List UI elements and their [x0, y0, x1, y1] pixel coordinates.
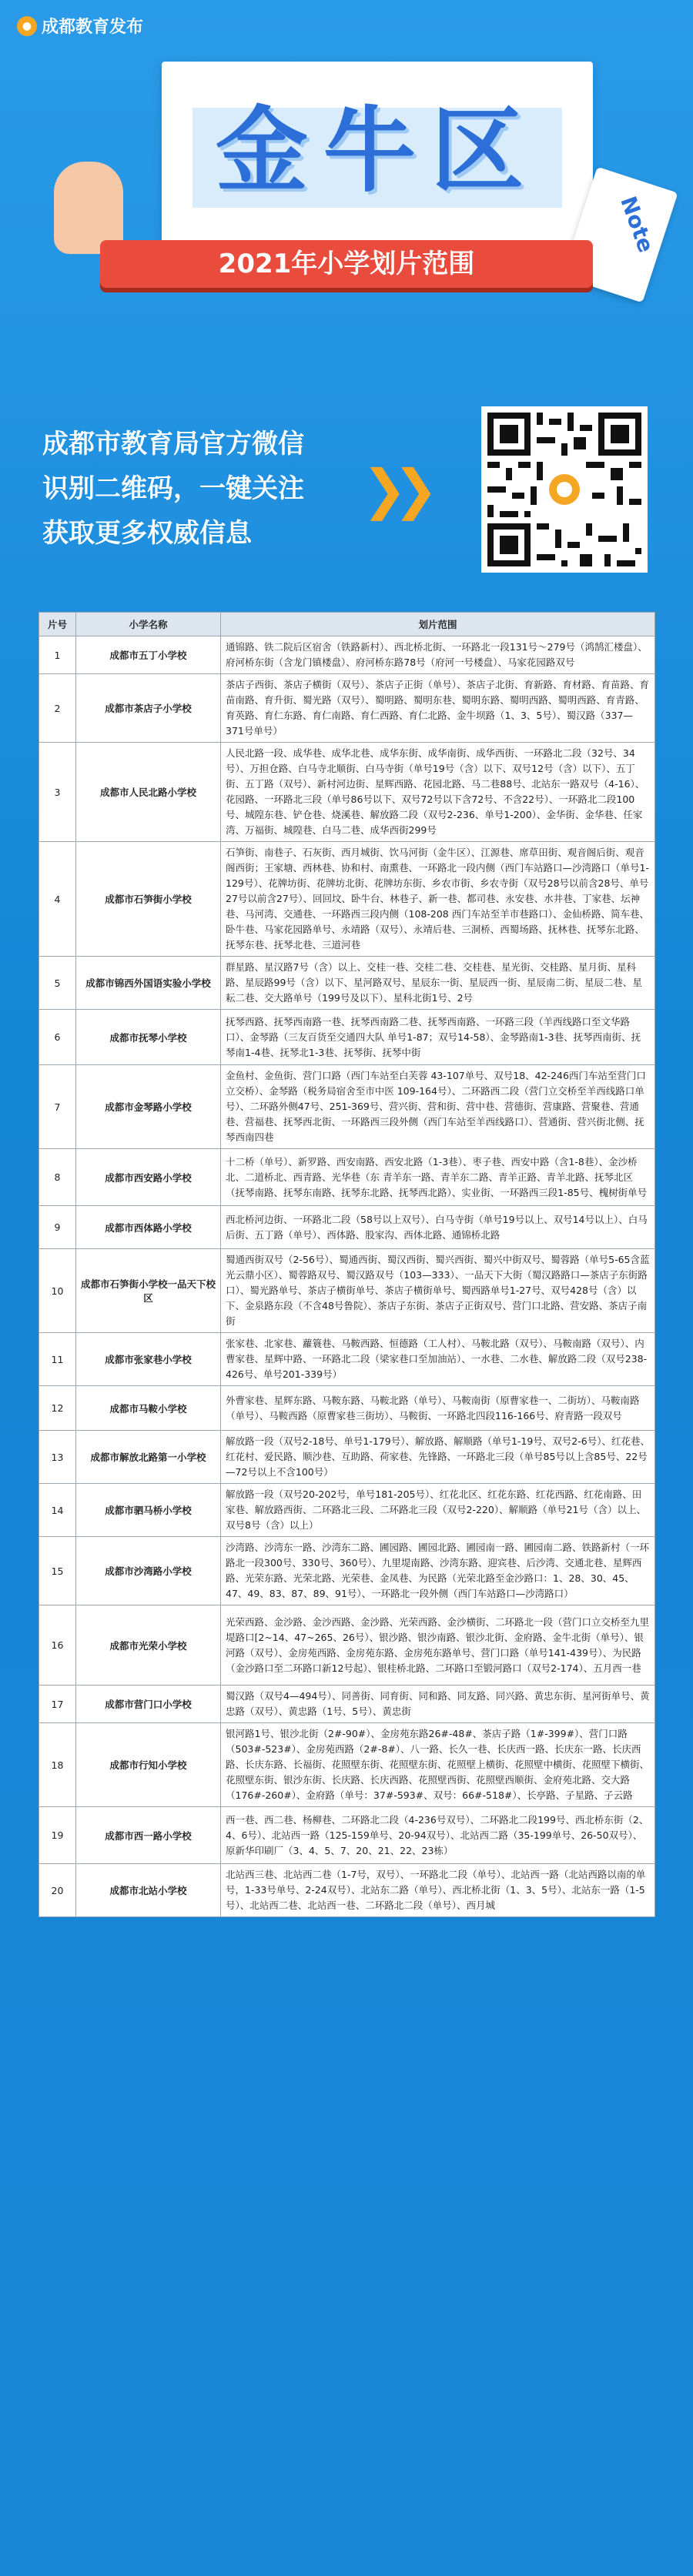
table-row	[39, 1431, 655, 1484]
brand-name: 成都教育发布	[42, 18, 144, 37]
school-range: 西一巷、西二巷、杨柳巷、二环路北二段（4-236号双号）、二环路北二段199号、西北桥东街（2、4、6号）、北站西一路（125-159单号、20-94双号）、北站西二路（35-199单号、26-50双号）、原新华印刷厂（3、4、5、7、20、21、22、23栋）	[221, 1807, 655, 1864]
school-range: 蜀通西街双号（2-56号）、蜀通西街、蜀汉西街、蜀兴西街、蜀兴中街双号、蜀蓉路（单号5-65含蓝光云鼎小区）、蜀蓉路双号、蜀汉路双号（103—333）、一品天下大街（蜀汉路路口—茶店子东街路口）、蜀光路单号、茶店子横街单号、茶店子横街单号、蜀西路单号1-27号、双号428号（含）以下、金泉路东段（不含48号鲁院）、茶店子东街、茶店子正街双号、营门口北路、营安路、茶店子南街	[221, 1249, 655, 1333]
row-number: 16	[39, 1605, 76, 1686]
row-number: 9	[39, 1206, 76, 1249]
school-range: 北站西三巷、北站西二巷（1-7号，双号）、一环路北二段（单号）、北站西一路（北站西路以南的单号，1-33号单号、2-24双号）、北站东二路（单号）、西北桥北街（1、3、5号）、北站东一路（1-5号）、北站西二巷、北站西一巷、二环路北二段（单号）、西月城	[221, 1864, 655, 1917]
row-number: 7	[39, 1065, 76, 1149]
school-range: 沙湾路、沙湾东一路、沙湾东二路、圃园路、圃园北路、圃园南一路、圃园南二路、铁路新村（一环路北一段300号、330号、360号）、九里堤南路、沙湾东路、迎宾巷、后沙湾、交通北巷、星辉西路、光荣东路、光荣北路、光荣巷、金凤巷、为民路（光荣北路至金沙路口：1、28、30、45、47、49、83、87、89、91号）、一环路北一段外侧（西门车站路口—沙湾路口）	[221, 1537, 655, 1605]
school-name: 成都市五丁小学校	[76, 636, 221, 674]
school-name: 成都市石笋街小学校一品天下校区	[76, 1249, 221, 1333]
header-school: 小学名称	[76, 613, 221, 636]
school-range: 石笋街、南巷子、石灰街、西月城街、饮马河街（金牛区）、江源巷、席草田街、观音阁后街、观音阁西街；王家塘、西林巷、协和村、南熏巷、一环路北一段内侧（西门车站路口—沙湾路口（单号1-129号）、花牌坊街、花牌坊北街、花牌坊东街、乡农市街、乡农寺街（双号28号以前含28号、单号27号以前含27号）、回回坟、卧牛台、林巷子、新一巷、都司巷、永安巷、水井巷、丁家巷、坛神巷、马河湾、交通巷、一环路西三段内侧（108-208 西门车站至羊市巷路口）、金仙桥路、简车巷、卧牛巷、马家花园路单号、永靖路（双号）、永靖后巷、三洞桥、西蜀场路、抚林巷、抚琴东北路、抚琴东巷、抚琴北巷、三道河巷	[221, 842, 655, 957]
school-name: 成都市解放北路第一小学校	[76, 1431, 221, 1484]
school-name: 成都市石笋街小学校	[76, 842, 221, 957]
table-row	[39, 636, 655, 674]
school-range: 解放路一段（双号20-202号，单号181-205号）、红花北区、红花东路、红花西路、红花南路、田家巷、解放路西街、二环路北三段、二环路北三段（双号2-220）、解顺路（单号21号（含）以上、双号8号（含）以上）	[221, 1484, 655, 1537]
school-range: 外曹家巷、星辉东路、马鞍东路、马鞍北路（单号）、马鞍南街（原曹家巷一、二街坊）、马鞍南路（单号）、马鞍西路（原曹家巷三街坊）、马鞍街、一环路北四段116-166号、府青路一段双号	[221, 1386, 655, 1431]
table-row	[39, 1249, 655, 1333]
row-number: 15	[39, 1537, 76, 1605]
follow-line: 识别二维码，一键关注	[42, 473, 304, 504]
school-name: 成都市金琴路小学校	[76, 1065, 221, 1149]
table-row	[39, 1807, 655, 1864]
table-body	[39, 636, 655, 1917]
table-row	[39, 1386, 655, 1431]
school-name: 成都市光荣小学校	[76, 1605, 221, 1686]
school-name: 成都市张家巷小学校	[76, 1333, 221, 1386]
table-row	[39, 1605, 655, 1686]
row-number: 11	[39, 1333, 76, 1386]
table-row	[39, 674, 655, 743]
school-name: 成都市人民北路小学校	[76, 743, 221, 842]
school-range: 西北桥河边街、一环路北二段（58号以上双号）、白马寺街（单号19号以上、双号14号以上）、白马后街、五丁路（单号）、西体路、股家沟、西体北路、通锦桥北路	[221, 1206, 655, 1249]
note-word: Note	[615, 192, 659, 256]
school-name: 成都市茶店子小学校	[76, 674, 221, 743]
table-row	[39, 1010, 655, 1065]
poster-paper	[162, 62, 593, 254]
row-number: 17	[39, 1686, 76, 1723]
follow-line: 成都市教育局官方微信	[42, 429, 304, 459]
school-range: 人民北路一段、成华巷、成华北巷、成华东街、成华南街、成华西街、一环路北二段（32号、34号）、万担仓路、白马寺北顺街、白马寺街（单号19号（含）以下、双号12号（含）以下）、五丁街、五丁路（双号）、新村河边街、星辉西路、花园北路、马二巷88号、北站东一路双号（4-16）、花园路、一环路北三段（单号86号以下、双号72号以下含72号、不含22号）、一环路北二段100号、城隍东巷、铲仓巷、烧溪巷、解放路二段（双号2-236、单号1-200）、金华街、金华巷、任家湾、万福街、城隍巷、白马二巷、成华西街299号	[221, 743, 655, 842]
school-name: 成都市营门口小学校	[76, 1686, 221, 1723]
row-number: 19	[39, 1807, 76, 1864]
school-range: 抚琴西路、抚琴西南路一巷、抚琴西南路二巷、抚琴西南路、一环路三段（羊西线路口至文华路口）、金琴路（三友百货至交通四大队 单号1-87；双号14-58）、金琴路南1-3巷、抚琴西南街、抚琴南1-4巷、抚琴北1-3巷、抚琴街、抚琴中街	[221, 1010, 655, 1065]
row-number: 2	[39, 674, 76, 743]
district-table-wrapper	[38, 612, 654, 1917]
follow-line: 获取更多权威信息	[42, 518, 252, 549]
school-range: 十二桥（单号）、新罗路、西安南路、西安北路（1-3巷）、枣子巷、西安中路（含1-8巷）、金沙桥北、二道桥北、西青路、光华巷（东 青羊东一路、青羊东二路、青羊正路、青羊北路、抚琴北区（抚琴南路、抚琴东南路、抚琴东北路、抚琴西北路）、实业街、一环路西三段1-85号、槐树街单号	[221, 1149, 655, 1206]
row-number: 18	[39, 1723, 76, 1807]
school-range: 通锦路、铁二院后区宿舍（铁路新村）、西北桥北街、一环路北一段131号～279号（鸿鹄汇楼盘）、府河桥东街（含龙门镇楼盘）、府河桥东路78号（府河一号楼盘）、马家花园路双号	[221, 636, 655, 674]
school-range: 解放路一段（双号2-18号、单号1-179号）、解放路、解顺路（单号1-19号、双号2-6号）、红花巷、红花村、爱民路、顺沙巷、互助路、荷家巷、先锋路、一环路北三段（单号85号以上含85号、22号—72号以上不含100号）	[221, 1431, 655, 1484]
school-name: 成都市锦西外国语实验小学校	[76, 957, 221, 1010]
poster-subtitle: 2021年小学划片范围	[218, 249, 475, 279]
subtitle-ribbon	[100, 240, 593, 288]
row-number: 4	[39, 842, 76, 957]
school-name: 成都市沙湾路小学校	[76, 1537, 221, 1605]
school-name: 成都市抚琴小学校	[76, 1010, 221, 1065]
table-row	[39, 1065, 655, 1149]
school-name: 成都市马鞍小学校	[76, 1386, 221, 1431]
school-name: 成都市北站小学校	[76, 1864, 221, 1917]
row-number: 1	[39, 636, 76, 674]
row-number: 8	[39, 1149, 76, 1206]
district-title: 金牛区	[216, 98, 539, 205]
row-number: 3	[39, 743, 76, 842]
school-range: 张家巷、北家巷、蘿簑巷、马鞍西路、恒德路（工人村）、马鞍北路（双号）、马鞍南路（双号）、内曹家巷、星辉中路、一环路北二段（梁家巷口至加油站）、一水巷、二水巷、解放路二段（双号238-426号、单号201-339号）	[221, 1333, 655, 1386]
header-range: 划片范围	[221, 613, 655, 636]
school-range: 茶店子西街、茶店子横街（双号）、茶店子正街（单号）、茶店子北街、育新路、育材路、育苗路、育苗南路、育升街、蜀光路（双号）、蜀明路、蜀明东巷、蜀明东路、蜀明西路、蜀明西路、育青路、育英路、育仁东路、育仁南路、育仁西路、育仁北路、金牛坝路（1、3、5号）、蜀汉路（337—371号单号）	[221, 674, 655, 743]
school-range: 光荣西路、金沙路、金沙西路、金沙路、光荣西路、金沙横街、二环路北一段（营门口立交桥至九里堤路口[2~14、47~265、26号）、银沙路、银沙南路、银沙北街、金府路、金牛北街（单号）、银河路（双号）、金房苑西路、金房苑东路、金房苑东路单号、营门口路（单号141-439号）、为民路（金沙路口至二环路口新12号起）、银桂桥北路、二环路口至锻河路口（双号2-174）、五月西一巷	[221, 1605, 655, 1686]
table-header-row	[39, 613, 655, 636]
school-range: 金鱼村、金鱼街、营门口路（西门车站至白芙蓉 43-107单号、双号18、42-246西门车站至营门口立交桥）、金琴路（税务局宿舍至市中医 109-164号）、二环路西二段（营门立交桥至羊西线路口单号）、二环路外侧47号、251-369号、营兴街、营和街、营中巷、营德街、营康路、营聚巷、营通巷、营福巷、抚琴西北街、一环路西三段外侧（西门车站至羊西线路口）、营通街、营兴街北侧、抚琴西南四巷	[221, 1065, 655, 1149]
table-row	[39, 842, 655, 957]
row-number: 20	[39, 1864, 76, 1917]
school-range: 银河路1号、银沙北街（2#-90#）、金房苑东路26#-48#、茶店子路（1#-399#）、营门口路（503#-523#）、金房苑西路（2#-8#）、八一路、长久一巷、长庆西一路、长庆东一路、长庆西路、长庆东路、长福街、花照壁东街、花照壁东街、花照壁上横街、花照壁中横街、花照壁下横街、花照壁东街、银沙东街、长庆路、长庆西路、花照壁西街、花照壁西顺街、金府苑北路、交大路（176#-260#）、金府路（单号：37#-593#、双号：66#-518#）、长亭路、子星路、子云路	[221, 1723, 655, 1807]
row-number: 12	[39, 1386, 76, 1431]
table-row	[39, 1484, 655, 1537]
school-range: 蜀汉路（双号4—494号）、同善街、同育街、同和路、同友路、同兴路、黄忠东街、星河街单号、黄忠路（双号）、黄忠路（1号、5号）、黄忠街	[221, 1686, 655, 1723]
school-name: 成都市驷马桥小学校	[76, 1484, 221, 1537]
header-no: 片号	[39, 613, 76, 636]
qr-code-icon	[481, 406, 648, 573]
table-row	[39, 1333, 655, 1386]
table-row	[39, 1864, 655, 1917]
table-row	[39, 1537, 655, 1605]
school-name: 成都市西一路小学校	[76, 1807, 221, 1864]
district-table	[38, 612, 655, 1917]
row-number: 13	[39, 1431, 76, 1484]
school-name: 成都市行知小学校	[76, 1723, 221, 1807]
brand-header	[17, 14, 143, 38]
follow-text-block	[42, 422, 304, 556]
table-row	[39, 743, 655, 842]
table-row	[39, 1723, 655, 1807]
double-arrow-icon: ❯❯	[362, 458, 425, 521]
row-number: 6	[39, 1010, 76, 1065]
row-number: 14	[39, 1484, 76, 1537]
school-name: 成都市西体路小学校	[76, 1206, 221, 1249]
qr-code[interactable]	[481, 406, 648, 573]
school-range: 群星路、星汉路7号（含）以上、交桂一巷、交桂二巷、交桂巷、星光街、交桂路、星月街、星科路、星辰路99号（含）以下、星河路双号、星辰东一街、星辰西一街、星辰南二街、星辰二巷、星耘二巷、交大路单号（199号及以下）、星科北街1号、2号	[221, 957, 655, 1010]
row-number: 5	[39, 957, 76, 1010]
row-number: 10	[39, 1249, 76, 1333]
table-row	[39, 1206, 655, 1249]
table-row	[39, 1149, 655, 1206]
table-row	[39, 1686, 655, 1723]
brand-logo-icon: ●	[17, 16, 37, 36]
table-row	[39, 957, 655, 1010]
poster-hero	[38, 46, 659, 323]
school-name: 成都市西安路小学校	[76, 1149, 221, 1206]
